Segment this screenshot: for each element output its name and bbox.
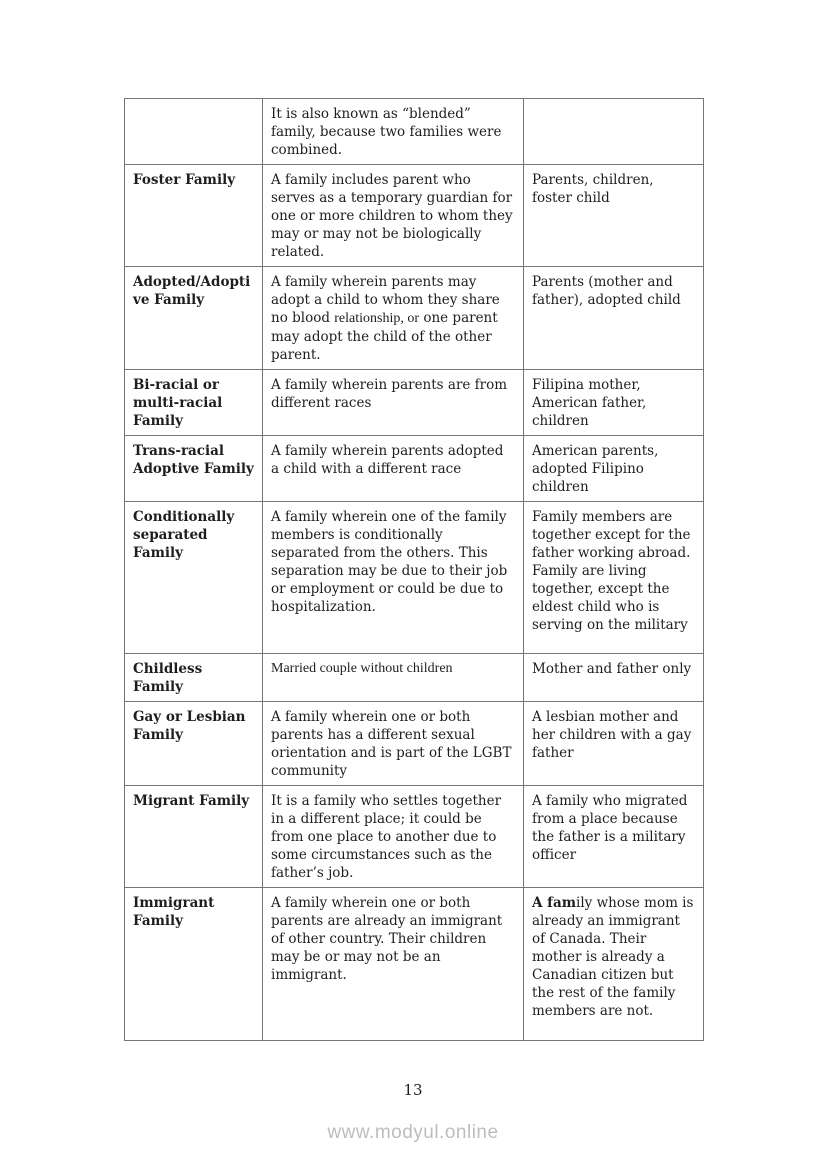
family-types-table <box>124 98 704 1041</box>
family-type-cell: Gay or Lesbian Family <box>125 702 263 786</box>
example-text-bold: A fam <box>532 895 577 911</box>
table-row-immigrant-family <box>125 888 704 1041</box>
example-cell: Family members are together except for the father working abroad. Family are living together, except the eldest child who is serving on the military <box>524 502 704 654</box>
family-type-cell: Adopted/Adoptive Family <box>125 267 263 370</box>
table-row-biracial-family <box>125 370 704 436</box>
description-cell: A family wherein parents adopted a child with a different race <box>263 436 524 502</box>
description-cell: A family wherein one of the family members is conditionally separated from the others. This separation may be due to their job or employment or could be due to hospitalization. <box>263 502 524 654</box>
family-type-cell: Trans-racial Adoptive Family <box>125 436 263 502</box>
family-type-cell: Conditionally separated Family <box>125 502 263 654</box>
family-type-cell <box>125 99 263 165</box>
table-row-foster-family <box>125 165 704 267</box>
description-text-alt: relationship, or <box>334 311 420 326</box>
family-type-cell: Migrant Family <box>125 786 263 888</box>
example-cell <box>524 888 704 1041</box>
example-cell <box>524 99 704 165</box>
description-text: one parent may adopt the child of the other parent. <box>271 310 498 363</box>
example-cell: Parents (mother and father), adopted child <box>524 267 704 370</box>
description-cell: A family wherein parents are from different races <box>263 370 524 436</box>
description-cell: A family includes parent who serves as a temporary guardian for one or more children to whom they may or may not be biologically related. <box>263 165 524 267</box>
description-text: A family wherein parents may adopt a child to whom they share no blood <box>271 274 500 326</box>
description-cell: A family wherein one or both parents has a different sexual orientation and is part of the LGBT community <box>263 702 524 786</box>
example-cell: A lesbian mother and her children with a gay father <box>524 702 704 786</box>
table-row-transracial-family <box>125 436 704 502</box>
description-cell: Married couple without children <box>263 654 524 702</box>
family-type-cell: Childless Family <box>125 654 263 702</box>
page-number: 13 <box>403 1081 423 1099</box>
table-row-gay-lesbian-family <box>125 702 704 786</box>
example-cell: Filipina mother, American father, children <box>524 370 704 436</box>
table-row-adopted-family <box>125 267 704 370</box>
table-row-conditionally-separated-family <box>125 502 704 654</box>
table-row-childless-family <box>125 654 704 702</box>
description-cell: It is a family who settles together in a different place; it could be from one place to another due to some circumstances such as the father’s job. <box>263 786 524 888</box>
example-text: ily whose mom is already an immigrant of Canada. Their mother is already a Canadian citizen but the rest of the family members are not. <box>532 895 694 1019</box>
description-cell: A family wherein one or both parents are already an immigrant of other country. Their children may be or may not be an immigrant. <box>263 888 524 1041</box>
example-cell: Parents, children, foster child <box>524 165 704 267</box>
example-cell: A family who migrated from a place because the father is a military officer <box>524 786 704 888</box>
example-cell: Mother and father only <box>524 654 704 702</box>
family-type-cell: Bi-racial or multi-racial Family <box>125 370 263 436</box>
description-cell: It is also known as “blended” family, because two families were combined. <box>263 99 524 165</box>
watermark-text: www.modyul.online <box>327 1122 499 1143</box>
table-row-blended-continuation <box>125 99 704 165</box>
family-type-cell: Foster Family <box>125 165 263 267</box>
table-row-migrant-family <box>125 786 704 888</box>
description-cell <box>263 267 524 370</box>
example-cell: American parents, adopted Filipino children <box>524 436 704 502</box>
family-type-cell: Immigrant Family <box>125 888 263 1041</box>
